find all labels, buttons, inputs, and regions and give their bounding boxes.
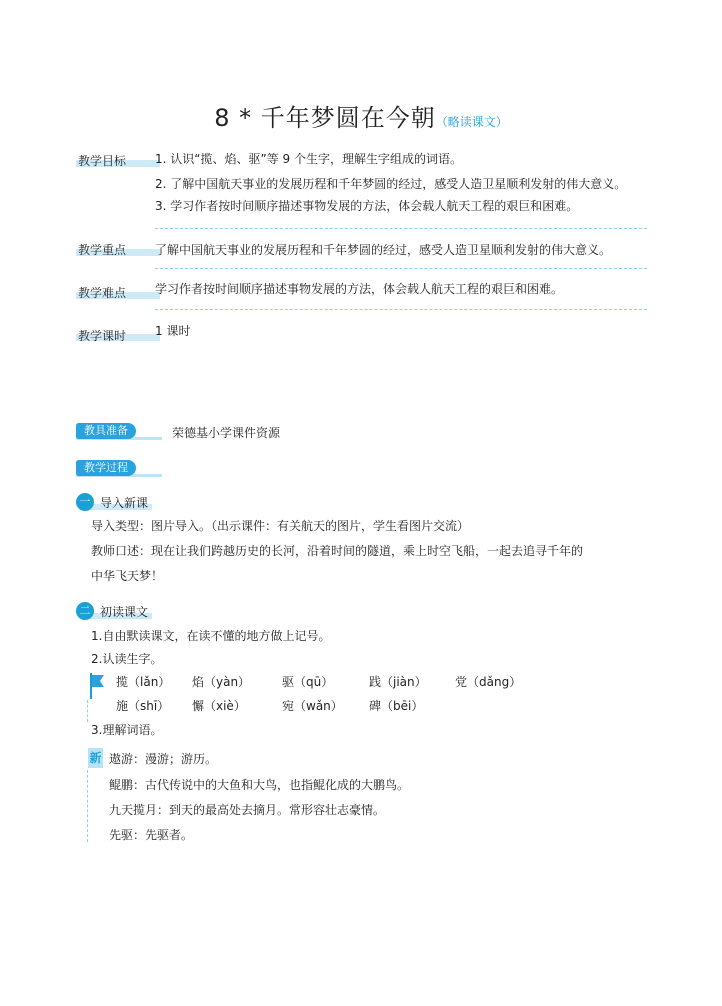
title-main: 8 * 千年梦圆在今朝 xyxy=(214,104,436,132)
part2-step2: 2.认读生字。 xyxy=(91,652,163,666)
difficulty-label: 教学难点 xyxy=(78,286,127,300)
divider xyxy=(155,309,647,310)
vocab-item: 鲲鹏：古代传说中的大鱼和大鸟，也指鲲化成的大鹏鸟。 xyxy=(109,778,410,792)
difficulty-text: 学习作者按时间顺序描述事物发展的方法，体会载人航天工程的艰巨和困难。 xyxy=(155,282,564,296)
goal-item: 2. 了解中国航天事业的发展历程和千年梦圆的经过，感受人造卫星顺利发射的伟大意义。 xyxy=(155,177,627,191)
title-sub: （略读课文） xyxy=(435,115,508,129)
part2-number-badge: 二 xyxy=(76,602,94,620)
part1-number-badge: 一 xyxy=(76,493,94,511)
flag-icon xyxy=(90,673,104,699)
vocab-item: 遨游：漫游；游历。 xyxy=(109,752,218,766)
vocab-badge: 新 xyxy=(88,748,103,768)
part1-line: 教师口述：现在让我们跨越历史的长河，沿着时间的隧道，乘上时空飞船，一起去追寻千年的 xyxy=(91,544,584,558)
char-item: 践（jiàn） xyxy=(369,675,427,689)
key-points-text: 了解中国航天事业的发展历程和千年梦圆的经过，感受人造卫星顺利发射的伟大意义。 xyxy=(155,243,612,257)
goal-item: 1. 认识“揽、焰、驱”等 9 个生字，理解生字组成的词语。 xyxy=(155,152,462,166)
vocab-item: 先驱：先驱者。 xyxy=(109,828,194,842)
goal-item: 3. 学习作者按时间顺序描述事物发展的方法，体会载人航天工程的艰巨和困难。 xyxy=(155,199,579,213)
vocab-item: 九天揽月：到天的最高处去摘月。常形容壮志豪情。 xyxy=(109,803,386,817)
char-item: 党（dǎng） xyxy=(455,675,522,689)
char-item: 懈（xiè） xyxy=(192,699,246,713)
part2-step1: 1.自由默读课文，在读不懂的地方做上记号。 xyxy=(91,629,331,643)
part2-title: 初读课文 xyxy=(100,605,149,619)
part1-line: 中华飞天梦！ xyxy=(91,569,164,583)
char-item: 焰（yàn） xyxy=(192,675,251,689)
char-item: 驱（qū） xyxy=(282,675,334,689)
hours-text: 1 课时 xyxy=(155,324,191,338)
char-item: 揽（lǎn） xyxy=(116,675,171,689)
char-item: 碑（bēi） xyxy=(369,699,424,713)
goals-label: 教学目标 xyxy=(78,154,127,168)
dotted-guide xyxy=(87,700,88,722)
prep-label: 教具准备 xyxy=(76,423,136,439)
divider xyxy=(155,228,647,229)
dotted-guide xyxy=(87,770,88,842)
char-item: 施（shī） xyxy=(116,699,170,713)
divider xyxy=(155,268,647,269)
char-item: 宛（wǎn） xyxy=(282,699,343,713)
part2-step3: 3.理解词语。 xyxy=(91,723,163,737)
page-title xyxy=(0,98,722,133)
hours-label: 教学课时 xyxy=(78,329,127,343)
part1-title: 导入新课 xyxy=(100,496,149,510)
key-points-label: 教学重点 xyxy=(78,243,127,257)
part1-line: 导入类型：图片导入。（出示课件：有关航天的图片，学生看图片交流） xyxy=(91,519,470,533)
process-label: 教学过程 xyxy=(76,460,136,476)
prep-text: 荣德基小学课件资源 xyxy=(172,426,281,440)
